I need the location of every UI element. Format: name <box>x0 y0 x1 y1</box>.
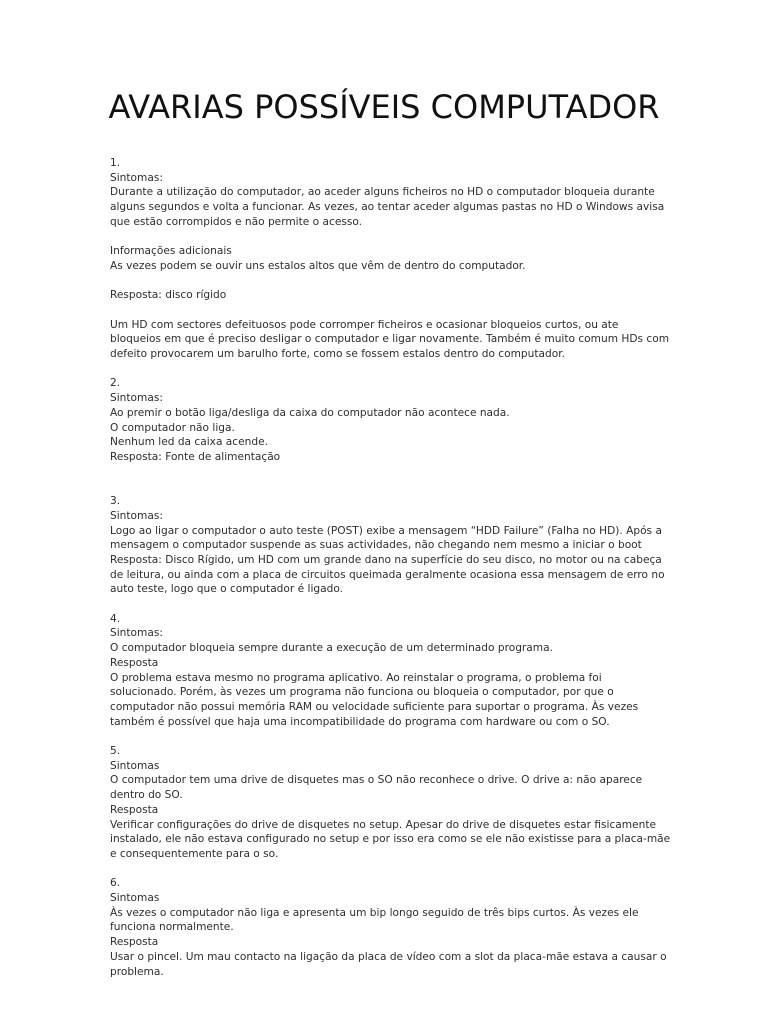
text-line: computador não possui memória RAM ou velocidade suficiente para suportar o programa. Às vezes <box>110 700 639 713</box>
text-line: Sintomas: <box>110 392 163 405</box>
section-3 <box>110 494 665 597</box>
text-line: instalado, ele não estava configurado no setup e por isso era como se ele não existisse para a placa-mãe <box>110 833 671 846</box>
text-line: que estão corrompidos e não permite o acesso. <box>110 215 363 228</box>
document-title: AVARIAS POSSÍVEIS COMPUTADOR <box>108 88 660 126</box>
spacer <box>110 465 660 494</box>
text-line: Resposta: Fonte de alimentação <box>110 451 281 463</box>
text-line: Sintomas <box>110 759 160 772</box>
text-line: Verificar configurações do drive de disquetes no setup. Apesar do drive de disquetes estar fisicamente <box>110 818 656 831</box>
text-line: 5. <box>110 745 121 758</box>
text-line: Logo ao ligar o computador o auto teste (POST) exibe a mensagem “HDD Failure” (Falha no HD). Após a <box>110 524 662 537</box>
text-line: Nenhum led da caixa acende. <box>110 436 268 449</box>
section-1 <box>110 156 670 362</box>
text-line: 3. <box>110 495 121 508</box>
text-line: Resposta: Disco Rígido, um HD com um grande dano na superfície do seu disco, no motor ou na cabeça <box>110 553 662 566</box>
text-line: O computador tem uma drive de disquetes mas o SO não reconhece o drive. O drive a: não aparece <box>110 774 643 787</box>
text-line: Ao premir o botão liga/desliga da caixa do computador não acontece nada. <box>110 406 510 419</box>
text-line: dentro do SO. <box>110 789 183 802</box>
spacer <box>110 597 660 612</box>
text-line: Sintomas: <box>110 171 163 184</box>
text-line: Resposta <box>110 936 159 949</box>
section-6 <box>110 876 667 979</box>
spacer <box>110 862 660 877</box>
text-line: 2. <box>110 377 121 390</box>
text-line: Usar o pincel. Um mau contacto na ligação da placa de vídeo com a slot da placa-mãe estava a causar o <box>110 950 667 963</box>
text-line: 4. <box>110 612 121 625</box>
text-line: e consequentemente para o so. <box>110 847 279 860</box>
text-line: O computador bloqueia sempre durante a execução de um determinado programa. <box>110 642 553 655</box>
section-4 <box>110 612 660 730</box>
text-line: funciona normalmente. <box>110 921 234 934</box>
text-line: alguns segundos e volta a funcionar. As vezes, ao tentar aceder algumas pastas no HD o Windows avisa <box>110 201 665 214</box>
spacer <box>110 729 660 744</box>
text-line: de leitura, ou ainda com a placa de circuitos queimada geralmente ocasiona essa mensagem de erro no <box>110 568 665 581</box>
text-line: mensagem o computador suspende as suas actividades, não chegando nem mesmo a iniciar o boot <box>110 539 642 552</box>
text-line: Resposta <box>110 656 159 669</box>
text-line: Durante a utilização do computador, ao aceder alguns ficheiros no HD o computador bloqueia durante <box>110 186 655 199</box>
text-line: Resposta <box>110 803 159 816</box>
text-line: 1. <box>110 157 121 169</box>
text-line: O computador não liga. <box>110 421 235 434</box>
text-line: Às vezes o computador não liga e apresenta um bip longo seguido de três bips curtos. Às vezes ele <box>110 906 639 919</box>
text-line: bloqueios em que é preciso desligar o computador e ligar novamente. Também é muito comum HDs com <box>110 333 670 346</box>
section-5 <box>110 744 671 862</box>
text-line: defeito provocarem um barulho forte, como se fossem estalos dentro do computador. <box>110 348 565 361</box>
text-line: problema. <box>110 965 164 978</box>
text-line <box>110 274 660 289</box>
text-line <box>110 230 660 245</box>
text-line <box>110 303 660 318</box>
text-line: solucionado. Porém, às vezes um programa não funciona ou bloqueia o computador, por que o <box>110 686 614 699</box>
text-line: O problema estava mesmo no programa aplicativo. Ao reinstalar o programa, o problema foi <box>110 671 602 684</box>
text-line: 6. <box>110 877 121 890</box>
spacer <box>110 362 660 377</box>
text-line: também é possível que haja uma incompatibilidade do programa com hardware ou com o SO. <box>110 715 610 728</box>
text-line: Resposta: disco rígido <box>110 289 227 302</box>
text-line: Sintomas <box>110 892 160 905</box>
text-line: As vezes podem se ouvir uns estalos altos que vêm de dentro do computador. <box>110 259 526 272</box>
document-body <box>110 156 671 979</box>
text-line: auto teste, logo que o computador é ligado. <box>110 583 343 596</box>
section-2 <box>110 376 660 464</box>
text-line: Sintomas: <box>110 509 163 522</box>
text-line: Um HD com sectores defeituosos pode corromper ficheiros e ocasionar bloqueios curtos, ou ate <box>110 318 619 331</box>
text-line: Informações adicionais <box>110 245 232 258</box>
text-line: Sintomas: <box>110 627 163 640</box>
